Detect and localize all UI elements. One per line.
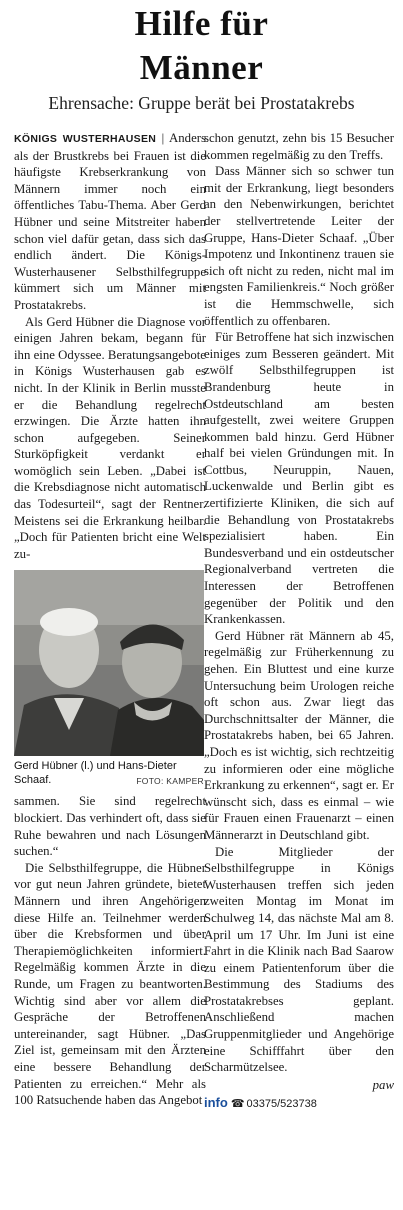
article-paragraph: Die Selbsthilfegruppe, die Hübner vor gut neun Jahren gründete, bietet Männern und ihren Angehörigen diese Hilfe an. Teilnehmer werden über die Krebsformen und über Therapiemöglichkeiten informiert. Regelmäßig kommen Ärzte in die Runde, um Fragen zu beantworten. Wichtig sind aber vor allem die Gespräche der Betroffenen untereinander, sagt Hübner. „Das Ziel ist, gemeinsam mit den Ärzten eine bessere Behandlung der Patienten zu erreichen.“ Mehr als 100 Ratsuchende haben das Angebot xyxy=(14,860,206,1108)
info-line xyxy=(204,1095,394,1112)
photo-two-men xyxy=(14,570,204,756)
headline xyxy=(0,2,403,90)
author-signature: paw xyxy=(372,1077,394,1092)
article-paragraph: sammen. Sie sind regelrecht blockiert. Das verhindert oft, dass sie Ruhe bewahren und nach Lösungen suchen.“ xyxy=(14,794,206,859)
phone-number: 03375/523738 xyxy=(246,1098,317,1111)
article-column-left xyxy=(14,130,206,1196)
paragraph-text: Anders als der Brustkrebs bei Frauen ist die häufigste Krebserkrankung von Männern immer noch ein öffentliches Tabu-Thema. Aber Gerd Hübner und seine Mitstreiter haben schon viel dafür getan, dass sich das endlich ändert. Die Königs-Wusterhausener Selbsthilfegruppe kümmert sich um Männer mit Prostatakrebs. xyxy=(14,131,206,312)
dateline: KÖNIGS WUSTERHAUSEN xyxy=(14,133,157,145)
headline-line-2: Männer xyxy=(139,48,264,87)
article-paragraph: Als Gerd Hübner die Diagnose vor einigen Jahren bekam, begann für ihn eine Odyssee. Beratungsangebote in Königs Wusterhausen gab es nicht. In der Klinik in Berlin musste er die Behandlung regelrecht erzwingen. Die Ärzte hatten ihn schon aufgegeben. Seiner Sturköpfigkeit verdankt er womöglich sein Leben. „Dabei ist die Krebsdiagnose nicht automatisch das Todesurteil“, sagt der Rentner. Meistens sei die Erkrankung heilbar. „Doch für Patienten bricht eine Welt zu- xyxy=(14,314,206,561)
photo-block xyxy=(14,570,204,787)
photo-caption: Gerd Hübner (l.) und Hans-Dieter Schaaf. xyxy=(14,760,177,787)
article-paragraph: Gerd Hübner rät Männern ab 45, regelmäßig zur Früherkennung zu gehen. Ein Bluttest und eine kurze Untersuchung beim Urologen reiche oft schon aus. Zwar liegt das Durchschnittsalter der Männer, die Prostatakrebs haben, bei 65 Jahren. „Doch es ist wichtig, sich rechtzeitig zu informieren oder eine mögliche Erkrankung zu erkennen“, sagt er. Er wünscht sich, dass es einmal – wie für Frauen einen Frauenarzt – einen Männerarzt in Deutschland gibt. xyxy=(204,628,394,842)
article-column-right xyxy=(204,130,394,1210)
photo-credit: FOTO: KAMPER xyxy=(136,776,204,787)
article-paragraph: Dass Männer sich so schwer tun mit der Erkrankung, liegt besonders an den Nebenwirkungen, berichtet der stellvertretende Leiter der Gruppe, Hans-Dieter Schaaf. „Über Impotenz und Inkontinenz trauen sie sich oft nicht zu reden, nicht mal im engsten Familienkreis.“ Noch größer ist die Hemmschwelle, sich öffentlich zu offenbaren. xyxy=(204,164,394,328)
article-paragraph: Für Betroffene hat sich inzwischen einiges zum Besseren geändert. Mit zwölf Selbsthilfegruppen ist Brandenburg heute in Ostdeutschland am besten aufgestellt, zwei weitere Gruppen kommen bald hinzu. Gerd Hübner half bei vielen Gründungen mit. In Cottbus, Neuruppin, Nauen, Luckenwalde und Berlin gibt es zertifizierte Kliniken, die sich auf die Behandlung von Prostatakrebs spezialisiert haben. Ein Bundesverband und ein ostdeutscher Regionalverband vertreten die Interessen der Betroffenen gegenüber der Politik und den Krankenkassen. xyxy=(204,330,394,627)
headline-line-1: Hilfe für xyxy=(134,4,269,43)
info-label: info xyxy=(204,1095,228,1111)
telephone-icon: ☎ xyxy=(230,1098,245,1111)
subheadline: Ehrensache: Gruppe berät bei Prostatakrebs xyxy=(48,93,355,113)
article-paragraph: schon genutzt, zehn bis 15 Besucher kommen regelmäßig zu den Treffs. xyxy=(204,131,394,162)
article-paragraph: Die Mitglieder der Selbsthilfegruppe in Königs Wusterhausen treffen sich jeden zweiten Montag im Monat im Schulweg 14, das nächste Mal am 8. April um 17 Uhr. Im Juni ist eine Fahrt in die Klinik nach Bad Saarow zu einem Patientenforum über die Bestimmung des Stadiums des Prostatakrebses geplant. Anschließend machen Gruppenmitglieder und Angehörige eine Schifffahrt über den Scharmützelsee. xyxy=(204,844,394,1075)
article-paragraph: KÖNIGS WUSTERHAUSEN | Anders als der Brustkrebs bei Frauen ist die häufigste Krebserkrankung von Männern immer noch ein öffentliches Tabu-Thema. Aber Gerd Hübner und seine Mitstreiter haben schon viel dafür getan, dass sich das endlich ändert. Die Königs-Wusterhausener Selbsthilfegruppe kümmert sich um Männer mit Prostatakrebs. xyxy=(14,131,206,312)
photo-caption-block xyxy=(14,756,204,787)
